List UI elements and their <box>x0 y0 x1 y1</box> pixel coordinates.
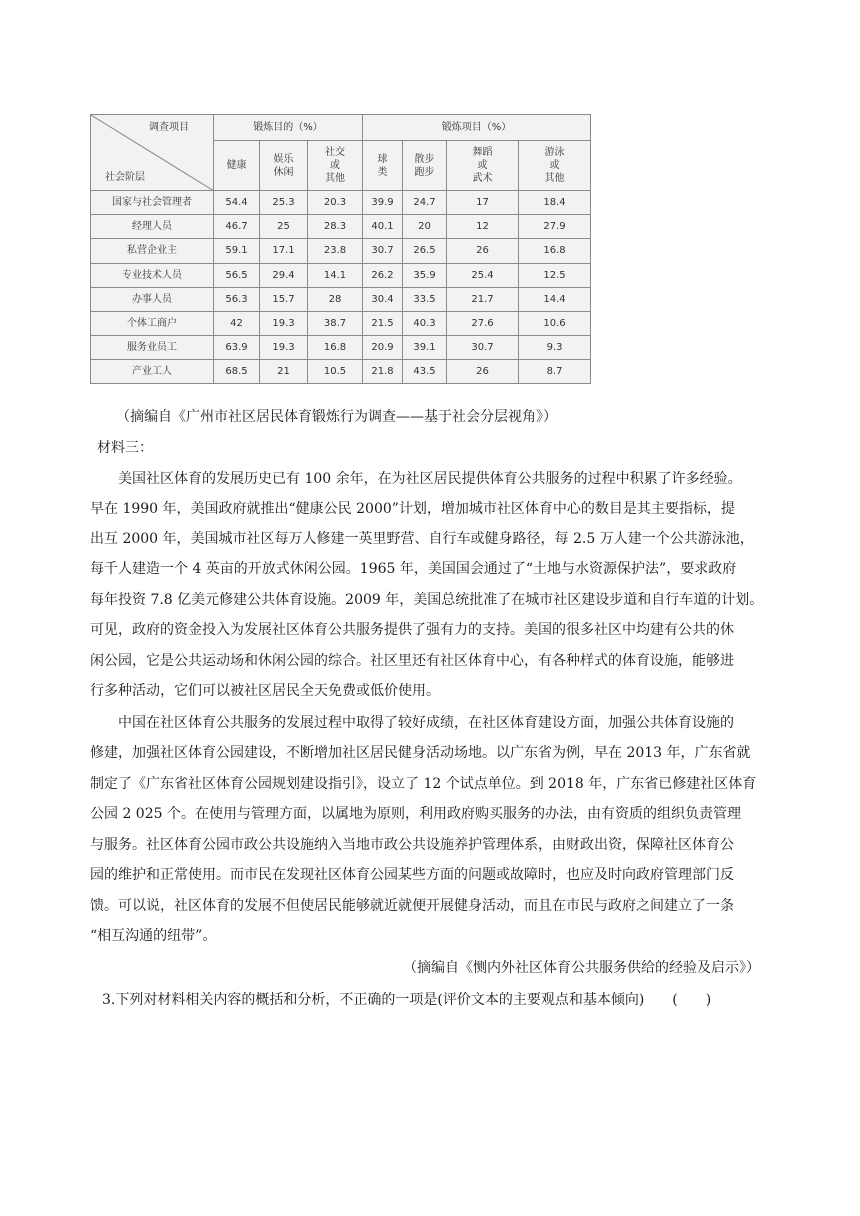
table-cell: 24.7 <box>403 191 447 215</box>
table-cell: 30.7 <box>447 335 519 359</box>
subheader-cell: 散步 跑步 <box>403 141 447 191</box>
table-cell: 28.3 <box>308 215 363 239</box>
table-cell: 27.6 <box>447 311 519 335</box>
paragraph-line: 早在 1990 年，美国政府就推出“健康公民 2000”计划，增加城市社区体育中心的数目是其主要指标，提 <box>90 501 735 517</box>
corner-top-label: 调查项目 <box>149 122 189 133</box>
table-cell: 68.5 <box>214 359 260 383</box>
table-cell: 27.9 <box>519 215 591 239</box>
table-cell: 30.7 <box>363 239 403 263</box>
subheader-cell: 社交 或 其他 <box>308 141 363 191</box>
group-header-activity: 锻炼项目（%） <box>363 115 591 141</box>
subheader-cell: 游泳 或 其他 <box>519 141 591 191</box>
table-row <box>91 359 591 383</box>
paragraph-line: 出互 2000 年，美国城市社区每万人修建一英里野营、自行车或健身路径，每 2.5 万人建一个公共游泳池， <box>90 531 754 547</box>
table-cell: 25 <box>260 215 308 239</box>
table-cell: 15.7 <box>260 287 308 311</box>
source-citation-2: （摘编自《恻内外社区体育公共服务供给的经验及启示》） <box>403 960 760 976</box>
table-cell: 28 <box>308 287 363 311</box>
paragraph-line: 可见，政府的资金投入为发展社区体育公共服务提供了强有力的支持。美国的很多社区中均建有公共的休 <box>90 622 734 638</box>
table-cell: 16.8 <box>308 335 363 359</box>
question-3: 3.下列对材料相关内容的概括和分析，不正确的一项是(评价文本的主要观点和基本倾向) ( ) <box>102 992 712 1008</box>
table-cell: 10.5 <box>308 359 363 383</box>
table-row <box>91 263 591 287</box>
table-corner-cell <box>91 115 214 191</box>
paragraph-line: 中国在社区体育公共服务的发展过程中取得了较好成绩，在社区体育建设方面，加强公共体育设施的 <box>118 715 734 731</box>
row-label: 经理人员 <box>91 215 214 239</box>
table-cell: 26.5 <box>403 239 447 263</box>
table-cell: 29.4 <box>260 263 308 287</box>
table-cell: 42 <box>214 311 260 335</box>
material-heading: 材料三： <box>97 440 153 456</box>
group-header-purpose: 锻炼目的（%） <box>214 115 363 141</box>
table-cell: 20.9 <box>363 335 403 359</box>
table-cell: 25.3 <box>260 191 308 215</box>
paragraph-line: 馈。可以说，社区体育的发展不但使居民能够就近就便开展健身活动，而且在市民与政府之间建立了一条 <box>90 898 734 914</box>
table-cell: 18.4 <box>519 191 591 215</box>
table-row <box>91 239 591 263</box>
table-cell: 38.7 <box>308 311 363 335</box>
paragraph-line: 闲公园，它是公共运动场和休闲公园的综合。社区里还有社区体育中心，有各种样式的体育设施，能够进 <box>90 653 734 669</box>
row-label: 专业技术人员 <box>91 263 214 287</box>
table-cell: 26 <box>447 239 519 263</box>
table-cell: 17.1 <box>260 239 308 263</box>
paragraph-line: 制定了《广东省社区体育公园规划建设指引》，设立了 12 个试点单位。到 2018 年，广东省已修建社区体育 <box>90 776 757 792</box>
table-cell: 26.2 <box>363 263 403 287</box>
paragraph-line: 与服务。社区体育公园市政公共设施纳入当地市政公共设施养护管理体系，由财政出资，保障社区体育公 <box>90 837 734 853</box>
table-cell: 25.4 <box>447 263 519 287</box>
paragraph-line: 修建，加强社区体育公园建设，不断增加社区居民健身活动场地。以广东省为例，早在 2013 年，广东省就 <box>90 745 751 761</box>
table-cell: 39.9 <box>363 191 403 215</box>
table-cell: 21.8 <box>363 359 403 383</box>
table-cell: 43.5 <box>403 359 447 383</box>
table-row <box>91 335 591 359</box>
subheader-cell: 娱乐 休闲 <box>260 141 308 191</box>
table-cell: 30.4 <box>363 287 403 311</box>
row-label: 办事人员 <box>91 287 214 311</box>
table-cell: 14.1 <box>308 263 363 287</box>
source-citation-1: （摘编自《广州市社区居民体育锻炼行为调查——基于社会分层视角》） <box>116 409 557 425</box>
table-cell: 63.9 <box>214 335 260 359</box>
subheader-cell: 舞蹈 或 武术 <box>447 141 519 191</box>
paragraph-line: 行多种活动，它们可以被社区居民全天免费或低价使用。 <box>90 683 440 699</box>
table-cell: 12.5 <box>519 263 591 287</box>
survey-table-image <box>90 114 590 384</box>
table-row <box>91 215 591 239</box>
row-label: 私营企业主 <box>91 239 214 263</box>
row-label: 服务业员工 <box>91 335 214 359</box>
paragraph-line: 公园 2 025 个。在使用与管理方面，以属地为原则，利用政府购买服务的办法，由有资质的组织负责管理 <box>90 806 741 822</box>
table-cell: 21.7 <box>447 287 519 311</box>
table-row <box>91 311 591 335</box>
table-row <box>91 191 591 215</box>
table-cell: 9.3 <box>519 335 591 359</box>
paragraph-line: “相互沟通的纽带”。 <box>90 928 217 944</box>
paragraph-line: 每年投资 7.8 亿美元修建公共体育设施。2009 年，美国总统批准了在城市社区建设步道和自行车道的计划。 <box>90 592 764 608</box>
table-cell: 40.3 <box>403 311 447 335</box>
table-cell: 33.5 <box>403 287 447 311</box>
table-row <box>91 287 591 311</box>
table-cell: 17 <box>447 191 519 215</box>
table-cell: 23.8 <box>308 239 363 263</box>
table-cell: 26 <box>447 359 519 383</box>
row-label: 产业工人 <box>91 359 214 383</box>
table-cell: 14.4 <box>519 287 591 311</box>
paragraph-line: 园的维护和正常使用。而市民在发现社区体育公园某些方面的问题或故障时，也应及时向政府管理部门反 <box>90 867 734 883</box>
row-label: 个体工商户 <box>91 311 214 335</box>
subheader-cell: 球 类 <box>363 141 403 191</box>
table-cell: 40.1 <box>363 215 403 239</box>
paragraph-line: 美国社区体育的发展历史已有 100 余年，在为社区居民提供体育公共服务的过程中积累了许多经验。 <box>118 471 742 487</box>
corner-bottom-label: 社会阶层 <box>105 172 145 184</box>
table-cell: 16.8 <box>519 239 591 263</box>
table-cell: 56.3 <box>214 287 260 311</box>
table-cell: 10.6 <box>519 311 591 335</box>
row-label: 国家与社会管理者 <box>91 191 214 215</box>
subheader-cell: 健康 <box>214 141 260 191</box>
table-cell: 35.9 <box>403 263 447 287</box>
table-cell: 20 <box>403 215 447 239</box>
table-cell: 54.4 <box>214 191 260 215</box>
table-cell: 19.3 <box>260 335 308 359</box>
table-cell: 59.1 <box>214 239 260 263</box>
table-cell: 21.5 <box>363 311 403 335</box>
survey-table <box>90 114 591 384</box>
paragraph-line: 每千人建造一个 4 英亩的开放式休闲公园。1965 年，美国国会通过了“土地与水资源保护法”，要求政府 <box>90 561 737 577</box>
table-cell: 56.5 <box>214 263 260 287</box>
table-cell: 19.3 <box>260 311 308 335</box>
table-cell: 21 <box>260 359 308 383</box>
table-cell: 20.3 <box>308 191 363 215</box>
table-cell: 39.1 <box>403 335 447 359</box>
table-cell: 8.7 <box>519 359 591 383</box>
table-cell: 12 <box>447 215 519 239</box>
table-cell: 46.7 <box>214 215 260 239</box>
